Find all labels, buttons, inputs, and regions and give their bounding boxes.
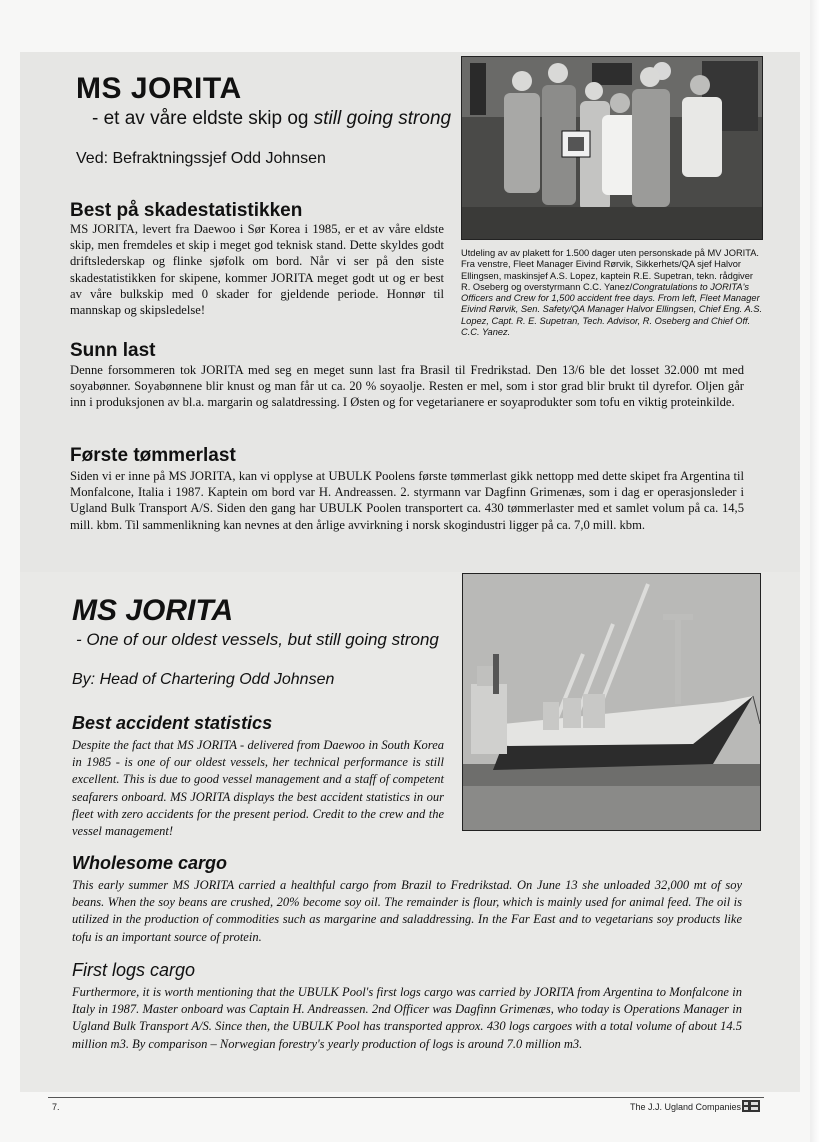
norwegian-title: MS JORITA xyxy=(76,72,242,105)
english-byline: By: Head of Chartering Odd Johnsen xyxy=(72,671,335,688)
crew-award-photo xyxy=(461,56,763,240)
norwegian-subtitle xyxy=(92,108,451,130)
crew-award-photo-illustration xyxy=(462,57,762,239)
english-heading-2: Wholesome cargo xyxy=(72,853,228,873)
ship-photo-illustration xyxy=(463,574,760,830)
english-text-2: This early summer MS JORITA carried a healthful cargo from Brazil to Fredrikstad. On June 13 she unloaded 32,000 mt of soy beans. When the soy beans are crushed, 20% become soy oil. The remainder is flour, which is mainly used for animal feed. The oil is utilized in the production of commodities such as margarine and saladdressing. In the Far East and to vegetarians soy products like tofu is an important source of protein. xyxy=(72,878,742,944)
company-flag-icon xyxy=(742,1100,760,1112)
english-title: MS JORITA xyxy=(72,594,234,627)
english-subtitle: - One of our oldest vessels, but still going strong xyxy=(76,630,439,649)
norwegian-text-3: Siden vi er inne på MS JORITA, kan vi opplyse at UBULK Poolens første tømmerlast gikk nettopp med dette skipet fra Argentina til Monfalcone, Italia i 1987. Kaptein om bord var H. Andreassen. 2. styrmann var Dagfinn Grimenæs, som i dag er operasjonsleder i Ugland Bulk Transport A/S. Siden den gang har UBULK Poolen transportert ca. 430 tømmerlaster med et samlet volum på ca. 14,5 mill. kbm. Til sammenlikning kan nevnes at den årlige avvirkning i norsk skogindustri ligger på ca. 7,0 mill. kbm. xyxy=(70,469,744,532)
photo-caption xyxy=(461,248,764,338)
footer-rule xyxy=(48,1097,764,1098)
english-text-3: Furthermore, it is worth mentioning that the UBULK Pool's first logs cargo was carried by JORITA from Argentina to Monfalcone in Italy in 1987. Master onboard was Captain H. Andreassen. 2nd Officer was Dagfinn Grimenæs, who today is Operations Manager in Ugland Bulk Transport A/S. Since then, the UBULK Pool has transported approx. 430 logs cargoes with a total volume of about 14.5 million m3. By comparison – Norwegian forestry's yearly production of logs is around 7.0 million m3. xyxy=(72,985,742,1051)
page-number: 7. xyxy=(52,1102,60,1112)
norwegian-heading-2: Sunn last xyxy=(70,340,156,361)
norwegian-byline: Ved: Befraktningssjef Odd Johnsen xyxy=(76,150,326,167)
norwegian-subtitle-plain: - et av våre eldste skip og xyxy=(92,108,314,129)
norwegian-subtitle-italic: still going strong xyxy=(313,108,452,129)
english-text-1: Despite the fact that MS JORITA - delivered from Daewoo in South Korea in 1985 - is one of our oldest vessels, her technical performance is still excellent. This is due to good vessel management and a staff of competent seafarers onboard. MS JORITA displays the best accident statistics in our fleet with zero accidents for the present period. Credit to the crew and the vessel management! xyxy=(72,738,444,839)
ship-photo xyxy=(462,573,761,831)
caption-english: Congratulations to JORITA's Officers and Crew for 1,500 accident free days. From left, Fleet Manager Eivind Rørvik, Sen. Safety/QA Manager Halvor Ellingsen, Chief Eng. A.S. Lopez, Capt. R. E. Supetran, Tech. Advisor, R. Oseberg and Chief Off. C.C. Yanez. xyxy=(461,281,763,338)
page-edge xyxy=(810,0,820,1142)
caption-norwegian: Utdeling av av plakett for 1.500 dager uten personskade på MV JORITA. Fra venstre, Fleet Manager Eivind Rørvik, Sikkerhets/QA sjef Halvor Ellingsen, maskinsjef A.S. Lopez, kaptein R.E. Supetran, tekn. rådgiver R. Oseberg og overstyrmann C.C. Yanez/ xyxy=(461,248,760,292)
norwegian-text-2: Denne forsommeren tok JORITA med seg en meget sunn last fra Brasil til Fredrikstad. Den 13/6 ble det losset 32.000 mt med soyabønner. Soyabønnene blir knust og man får ut ca. 20 % soyaolje. Resten er mel, som i stor grad blir brukt til dyrefor. Oljen går inn i produksjonen av bl.a. margarin og salatdressing. I Østen og for vegetarianere er soyaprodukter som tofu en viktig proteinkilde. xyxy=(70,363,744,410)
norwegian-heading-1: Best på skadestatistikken xyxy=(70,200,303,221)
footer-brand: The J.J. Ugland Companies xyxy=(630,1102,742,1112)
norwegian-heading-3: Første tømmerlast xyxy=(70,445,236,466)
english-heading-3: First logs cargo xyxy=(72,960,196,980)
english-heading-1: Best accident statistics xyxy=(72,713,273,733)
norwegian-text-1: MS JORITA, levert fra Daewoo i Sør Korea i 1985, er et av våre eldste skip, men fremdeles et skip i meget god teknisk stand. Dette skyldes godt driftslederskap og flinke sjøfolk om bord. Når vi ser på den siste skadestatistikken for skipene, kommer JORITA meget godt ut og er best av våre bulkskip med 0 skader for gjeldende periode. Honnør til mannskap og skipsledelse! xyxy=(70,222,444,318)
